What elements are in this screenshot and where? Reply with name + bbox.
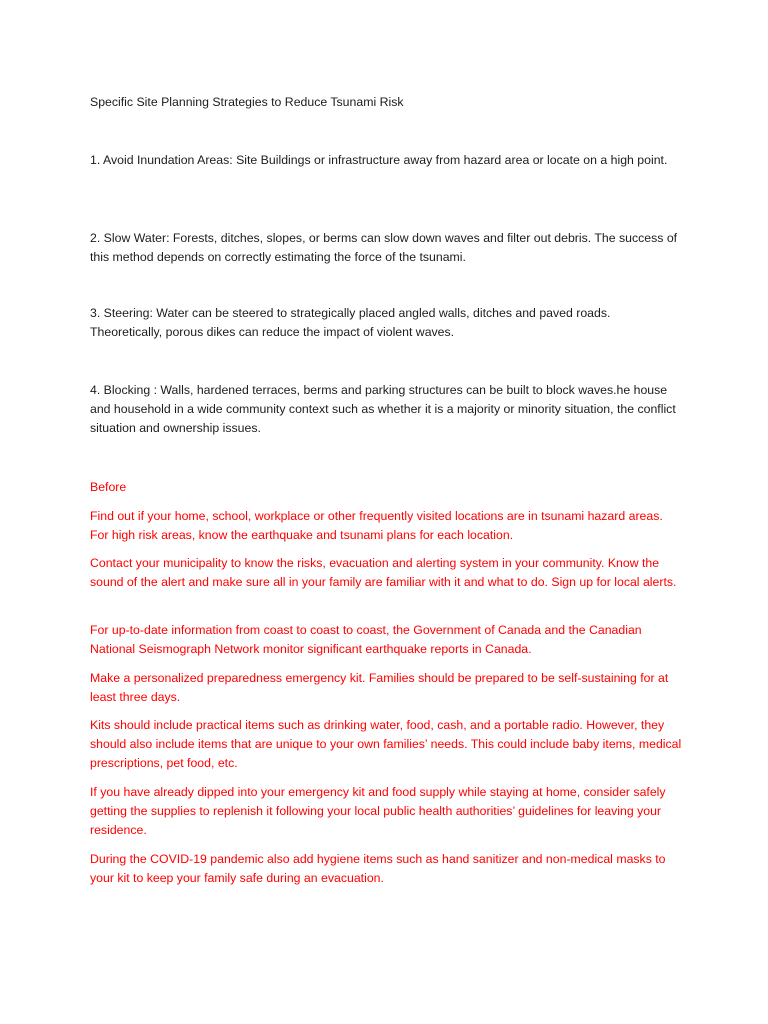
strategy-slow-water: 2. Slow Water: Forests, ditches, slopes, or berms can slow down waves and filter out debris. The success of this method depends on correctly estimating the force of the tsunami. xyxy=(90,231,678,264)
document-page xyxy=(90,0,682,1024)
strategy-blocking: 4. Blocking : Walls, hardened terraces, berms and parking structures can be built to block waves.he house and household in a wide community context such as whether it is a majority or minority situation, the conflict situation and ownership issues. xyxy=(90,383,676,435)
before-item-covid-hygiene: During the COVID-19 pandemic also add hygiene items such as hand sanitizer and non-medical masks to your kit to keep your family safe during an evacuation. xyxy=(90,852,666,885)
before-item-replenish: If you have already dipped into your emergency kit and food supply while staying at home, consider safely getting the supplies to replenish it following your local public health authorities’ guidelines for leaving your residence. xyxy=(90,785,666,837)
before-item-kit-contents: Kits should include practical items such as drinking water, food, cash, and a portable radio. However, they should also include items that are unique to your own families’ needs. This could include baby items, medical prescriptions, pet food, etc. xyxy=(90,718,682,770)
before-item-hazard-areas: Find out if your home, school, workplace or other frequently visited locations are in tsunami hazard areas. For high risk areas, know the earthquake and tsunami plans for each location. xyxy=(90,509,663,542)
strategy-steering: 3. Steering: Water can be steered to strategically placed angled walls, ditches and paved roads. Theoretically, porous dikes can reduce the impact of violent waves. xyxy=(90,306,611,339)
before-heading: Before xyxy=(90,480,127,494)
before-item-municipality: Contact your municipality to know the risks, evacuation and alerting system in your community. Know the sound of the alert and make sure all in your family are familiar with it and what to do. Sign up for local alerts. xyxy=(90,556,677,589)
before-item-government-info: For up-to-date information from coast to coast to coast, the Government of Canada and the Canadian National Seismograph Network monitor significant earthquake reports in Canada. xyxy=(90,623,642,656)
before-item-emergency-kit: Make a personalized preparedness emergency kit. Families should be prepared to be self-sustaining for at least three days. xyxy=(90,671,669,704)
strategy-avoid-inundation: 1. Avoid Inundation Areas: Site Buildings or infrastructure away from hazard area or locate on a high point. xyxy=(90,153,668,167)
document-title: Specific Site Planning Strategies to Reduce Tsunami Risk xyxy=(90,95,404,109)
